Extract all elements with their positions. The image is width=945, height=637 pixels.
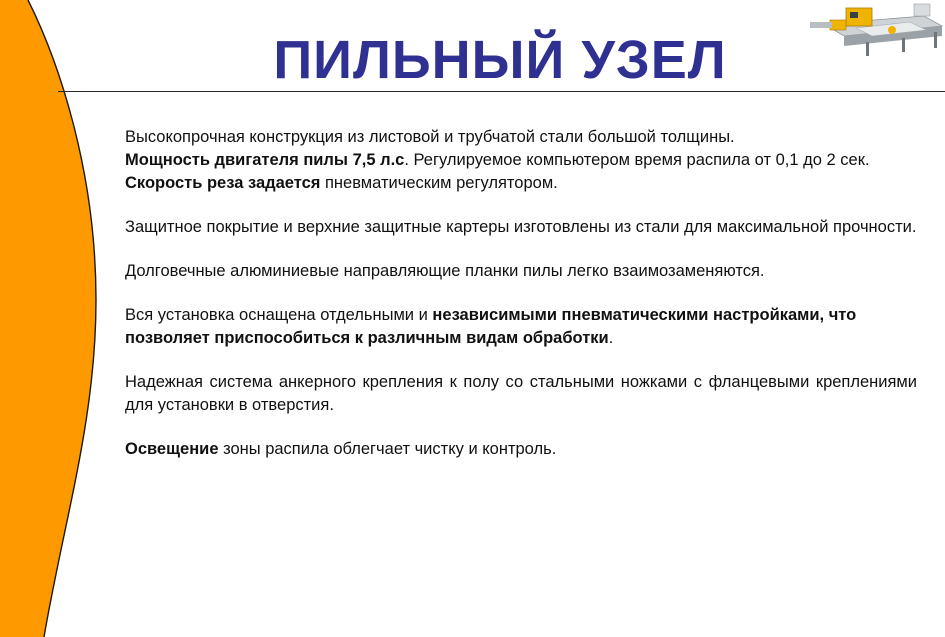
text-segment: зоны распила облегчает чистку и контроль. [218, 440, 557, 458]
text-segment: . [608, 329, 614, 347]
paragraph-protective-coating [125, 216, 917, 239]
slide-title: ПИЛЬНЫЙ УЗЕЛ [273, 30, 727, 90]
content-body [125, 126, 917, 482]
text-segment: Высокопрочная конструкция из листовой и трубчатой стали большой толщины. [125, 128, 735, 146]
text-segment-bold: Освещение [125, 440, 219, 458]
paragraph-construction [125, 126, 917, 195]
text-segment: пневматическим регулятором. [320, 174, 558, 192]
text-segment: Долговечные алюминиевые направляющие планки пилы легко взаимозаменяются. [125, 262, 765, 280]
text-segment-bold: Скорость реза задается [125, 174, 321, 192]
paragraph-lighting [125, 438, 917, 461]
text-segment: Вся установка оснащена отдельными и [125, 306, 433, 324]
text-segment: Надежная система анкерного крепления к полу со стальными ножками с фланцевыми креплениями для установки в отверстия. [125, 373, 917, 414]
orange-side-band [0, 0, 120, 637]
text-segment-bold: независимыми пневматическими настройками, что позволяет приспособиться к различным видам обработки [125, 306, 857, 347]
text-segment: . Регулируемое компьютером время распила от 0,1 до 2 сек. [404, 151, 870, 169]
title-divider [58, 91, 945, 92]
paragraph-pneumatic-settings [125, 304, 917, 350]
paragraph-anchoring [125, 371, 917, 417]
panel-saw-machine-image [806, 2, 945, 60]
text-segment-bold: Мощность двигателя пилы 7,5 л.с [125, 151, 405, 169]
text-segment: Защитное покрытие и верхние защитные картеры изготовлены из стали для максимальной прочности. [125, 218, 917, 236]
paragraph-guide-rails [125, 260, 917, 283]
